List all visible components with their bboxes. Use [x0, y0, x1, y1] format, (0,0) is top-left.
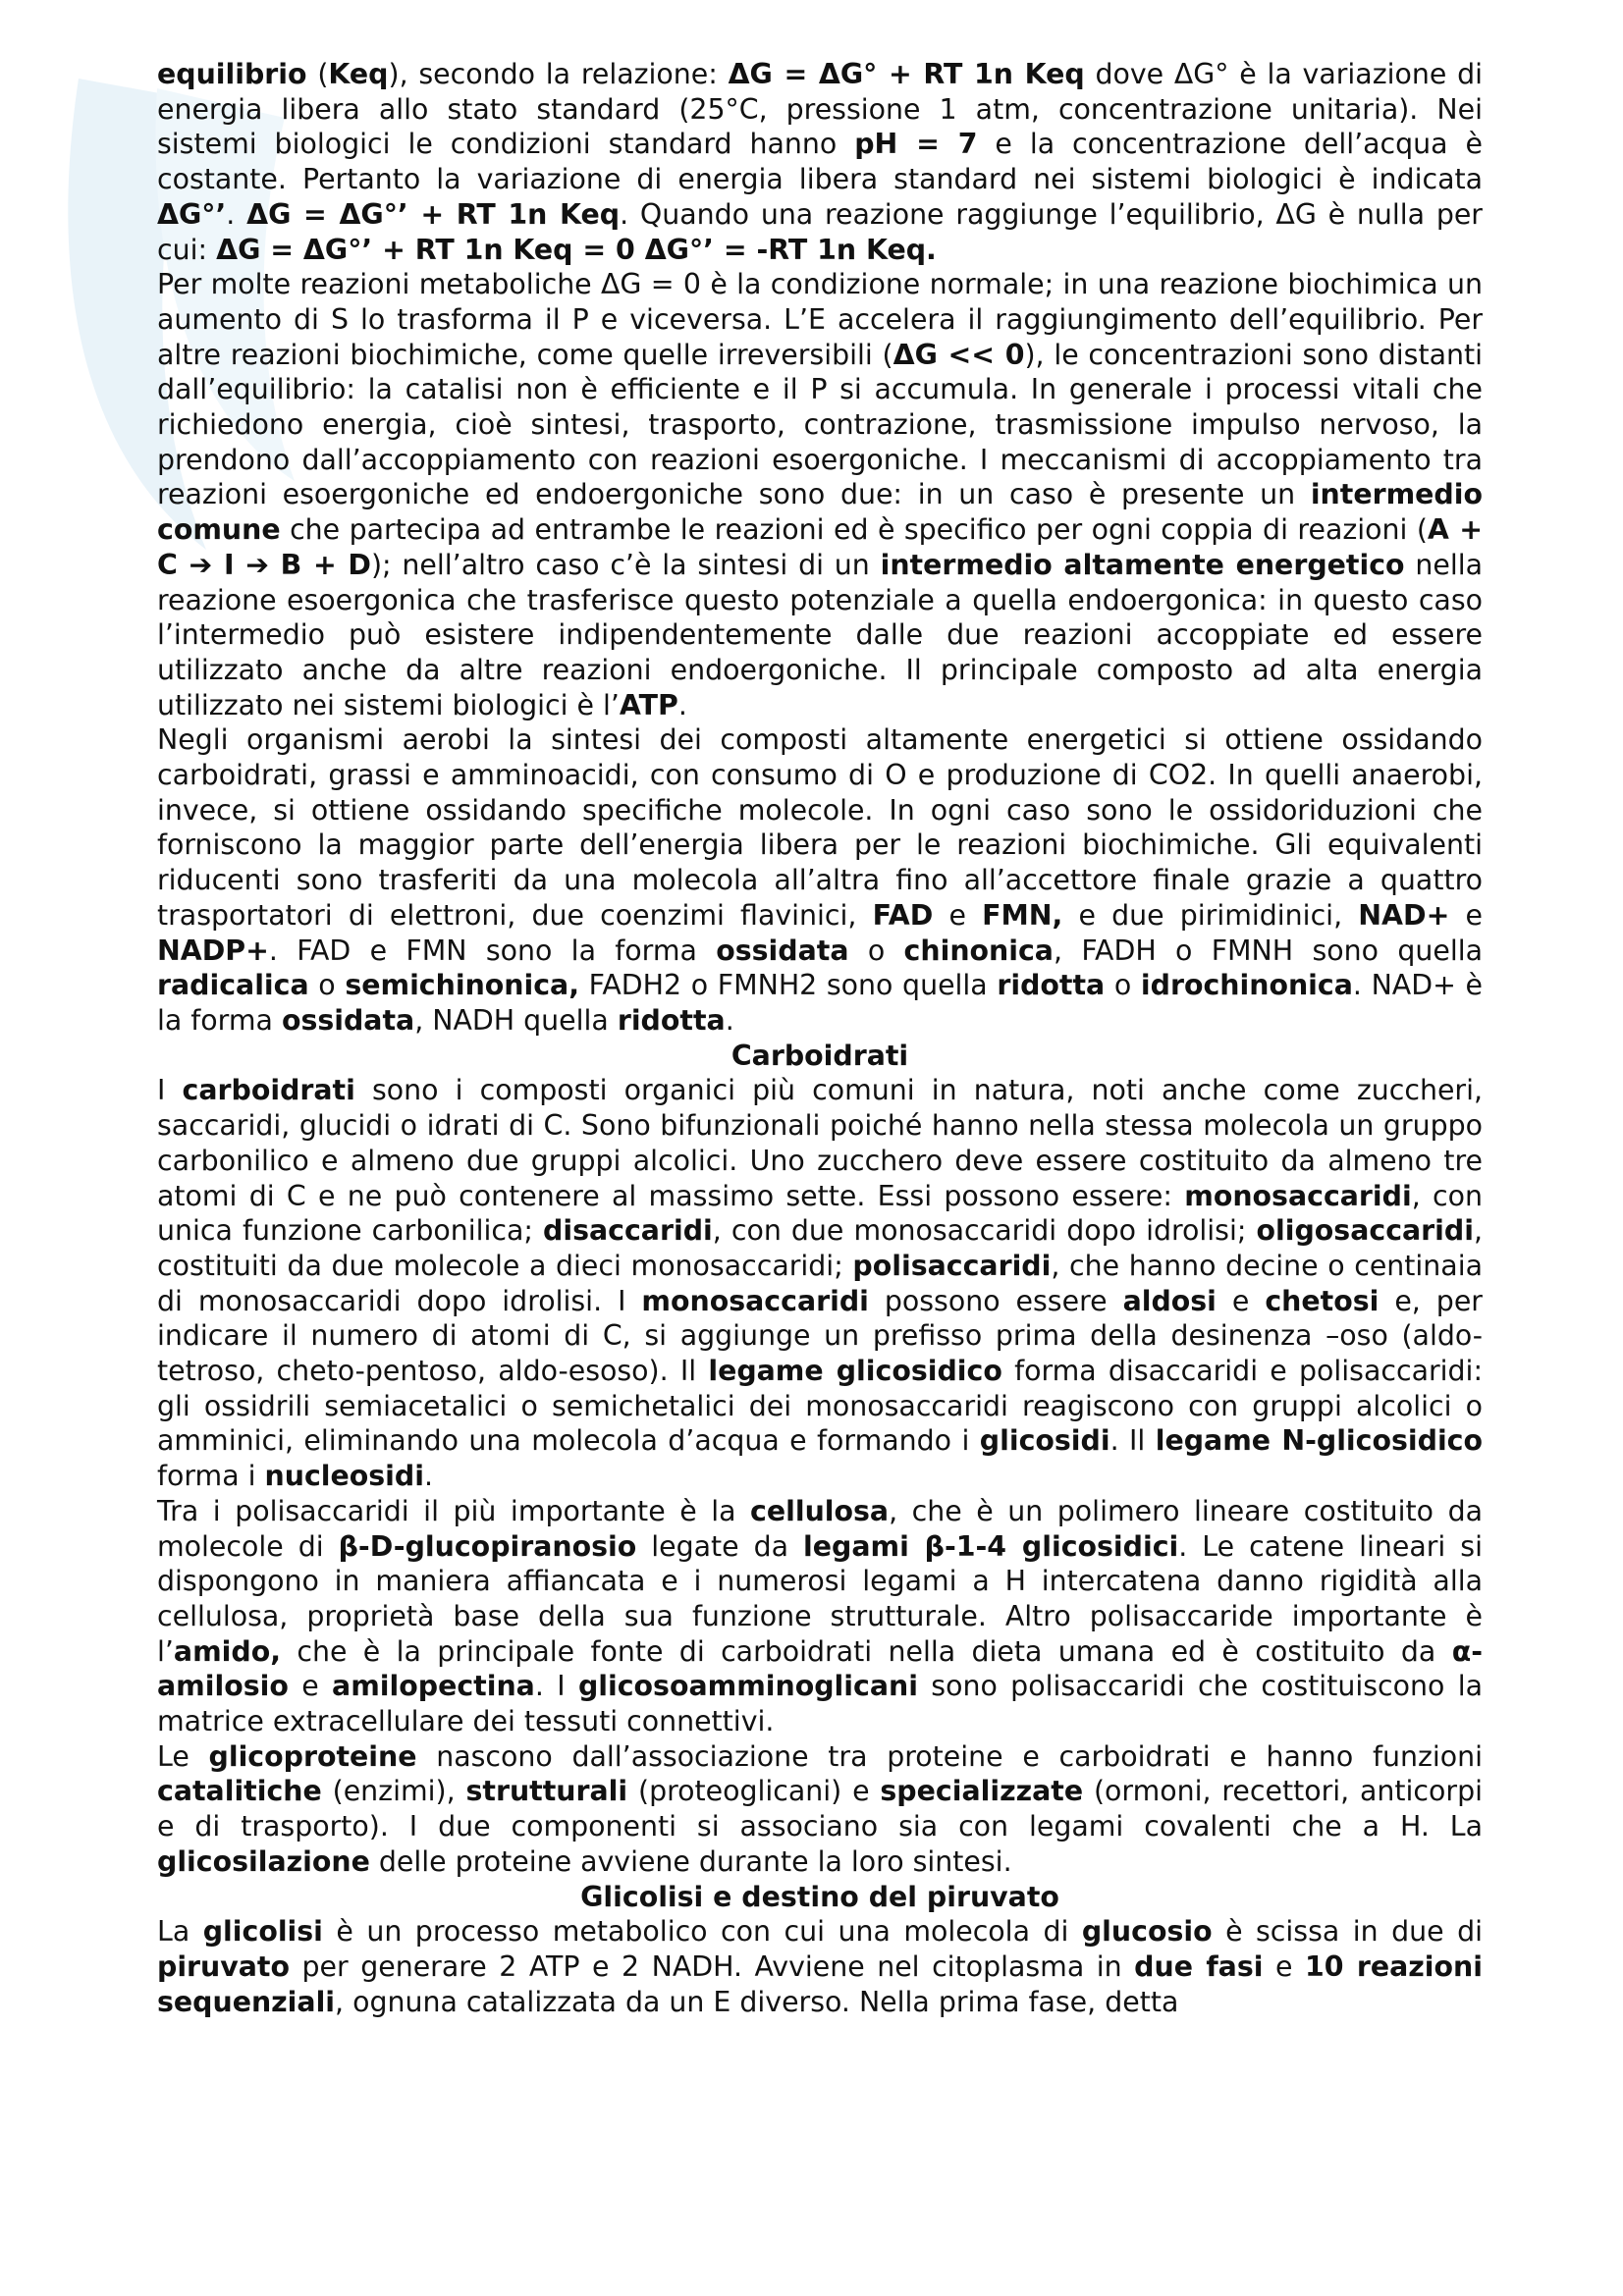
text-run: e, per indicare il numero di atomi di C, si aggiunge un prefisso prima della desinenza –oso (aldo-tetroso, cheto-pentoso, aldo-esoso). Il [157, 1284, 1483, 1388]
bold-term: ossidata [281, 1003, 415, 1037]
bold-term: polisaccaridi [852, 1249, 1052, 1282]
bold-term: nucleosidi [264, 1460, 424, 1493]
bold-term: α-amilosio [157, 1634, 1483, 1703]
bold-term: glucosio [1081, 1915, 1213, 1949]
paragraph [157, 1494, 1483, 1739]
bold-term: ΔG = ΔG°’ + RT 1n Keq [246, 197, 621, 231]
text-run: , costituiti da due molecole a dieci monosaccaridi; [157, 1214, 1484, 1282]
bold-term: catalitiche [157, 1775, 322, 1808]
text-run: La [157, 1915, 203, 1949]
text-run: e la concentrazione dell’acqua è costante. Pertanto la variazione di energia libera standard nei sistemi biologici è indicata [157, 128, 1483, 196]
bold-term: idrochinonica [1140, 969, 1353, 1002]
text-run: e [1216, 1284, 1266, 1317]
bold-term: amilopectina [332, 1670, 535, 1703]
bold-term: glicosoamminoglicani [577, 1670, 918, 1703]
text-run: nascono dall’associazione tra proteine e carboidrati e hanno funzioni [416, 1739, 1483, 1773]
bold-term: ridotta [617, 1003, 726, 1037]
bold-term: glicosilazione [157, 1844, 370, 1878]
text-run: . I [534, 1670, 578, 1703]
text-run: , che è un polimero lineare costituito da molecole di [157, 1494, 1483, 1563]
text-run: sono polisaccaridi che costituiscono la matrice extracellulare dei tessuti connettivi. [157, 1670, 1483, 1738]
text-run: . [423, 1460, 433, 1493]
bold-term: ΔG = ΔG°’ + RT 1n Keq = 0 ΔG°’ = -RT 1n Keq. [216, 233, 937, 266]
text-run: , con unica funzione carbonilica; [157, 1179, 1483, 1248]
text-run: ), secondo la relazione: [388, 58, 729, 90]
paragraph [157, 1739, 1483, 1880]
text-run: nella reazione esoergonica che trasferisce questo potenziale a quella endoergonica: in questo caso l’intermedio può esistere indipendentemente dalle due reazioni accoppiate ed essere utilizzato anche da altre reazioni endoergoniche. Il principale composto ad alta energia utilizzato nei sistemi biologici è l’ [157, 548, 1483, 721]
text-run: Negli organismi aerobi la sintesi dei composti altamente energetici si ottiene ossidando carboidrati, grassi e amminoacidi, con consumo di O e produzione di CO2. In quelli anaerobi, invece, si ottiene ossidando specifiche molecole. In ogni caso sono le ossidoriduzioni che forniscono la maggior parte dell’energia libera per le reazioni biochimiche. Gli equivalenti riducenti sono trasferiti da una molecola all’altra fino all’accettore finale grazie a quattro trasportatori di elettroni, due coenzimi flavinici, [157, 723, 1483, 932]
bold-term: pH = 7 [854, 128, 978, 161]
text-run: . Il [1109, 1424, 1156, 1458]
bold-term: due fasi [1134, 1949, 1264, 1983]
paragraph [157, 267, 1483, 722]
bold-term: intermedio altamente energetico [880, 548, 1405, 581]
bold-term: cellulosa [750, 1494, 890, 1527]
document-body [157, 57, 1483, 2019]
text-run: dove ΔG° è la variazione di energia libera allo stato standard (25°C, pressione 1 atm, concentrazione unitaria). Nei sistemi biologici le condizioni standard hanno [157, 58, 1484, 161]
bold-term: Keq [328, 58, 389, 90]
bold-term: ATP [619, 688, 678, 721]
text-run: . [226, 197, 247, 231]
bold-term: legame N-glicosidico [1155, 1424, 1484, 1458]
text-run: . [725, 1003, 734, 1037]
bold-term: monosaccaridi [1184, 1179, 1412, 1212]
bold-term: FAD [872, 898, 934, 932]
text-run: ); nell’altro caso c’è la sintesi di un [370, 548, 881, 581]
text-run: che partecipa ad entrambe le reazioni ed è specifico per ogni coppia di reazioni ( [280, 513, 1428, 547]
text-run: . NAD+ è la forma [157, 969, 1483, 1037]
paragraph [157, 1914, 1483, 2019]
text-run: è scissa in due di [1212, 1915, 1483, 1949]
text-run: forma i [157, 1460, 265, 1493]
text-run: sono i composti organici più comuni in natura, noti anche come zuccheri, saccaridi, glucidi o idrati di C. Sono bifunzionali poiché hanno nella stessa molecola un gruppo carbonilico e almeno due gruppi alcolici. Uno zucchero deve essere costituito da almeno tre atomi di C e ne può contenere al massimo sette. Essi possono essere: [157, 1074, 1483, 1212]
text-run: Le [157, 1739, 209, 1773]
text-run: . Quando una reazione raggiunge l’equilibrio, ΔG è nulla per cui: [157, 197, 1483, 266]
text-run: . FAD e FMN sono la forma [268, 934, 717, 967]
bold-term: amido, [173, 1634, 282, 1668]
text-run: ( [306, 58, 329, 90]
section-heading: Carboidrati [730, 1039, 909, 1072]
paragraph [157, 1073, 1483, 1493]
bold-term: ossidata [716, 934, 849, 967]
text-run: e due pirimidinici, [1062, 898, 1359, 932]
bold-term: disaccaridi [543, 1214, 713, 1248]
bold-term: β-D-glucopiranosio [338, 1529, 637, 1563]
bold-term: radicalica [157, 969, 309, 1002]
text-run: . [677, 688, 687, 721]
text-run: è un processo metabolico con cui una molecola di [322, 1915, 1082, 1949]
bold-term: strutturali [465, 1775, 628, 1808]
text-run: legate da [636, 1529, 804, 1563]
bold-term: piruvato [157, 1949, 291, 1983]
paragraph [157, 722, 1483, 1038]
text-run: , con due monosaccaridi dopo idrolisi; [712, 1214, 1257, 1248]
bold-term: ΔG = ΔG° + RT 1n Keq [728, 58, 1085, 90]
bold-term: aldosi [1122, 1284, 1217, 1317]
text-run: , FADH o FMNH sono quella [1053, 934, 1483, 967]
bold-term: NAD+ [1358, 898, 1450, 932]
text-run: (enzimi), [321, 1775, 466, 1808]
text-run: , che hanno decine o centinaia di monosaccaridi dopo idrolisi. I [157, 1249, 1483, 1317]
bold-term: chinonica [903, 934, 1054, 967]
text-run: I [157, 1074, 183, 1107]
bold-term: NADP+ [157, 934, 269, 967]
text-run: e [933, 898, 983, 932]
bold-term: glicoproteine [208, 1739, 417, 1773]
text-run: possono essere [868, 1284, 1123, 1317]
bold-term: glicosidi [979, 1424, 1110, 1458]
bold-term: legame glicosidico [708, 1355, 1002, 1388]
text-run: , NADH quella [414, 1003, 618, 1037]
text-run: e [1263, 1949, 1305, 1983]
text-run: o [1105, 969, 1141, 1002]
text-run: per generare 2 ATP e 2 NADH. Avviene nel citoplasma in [290, 1949, 1135, 1983]
bold-term: A + C ➔ I ➔ B + D [157, 513, 1483, 581]
bold-term: monosaccaridi [641, 1284, 869, 1317]
text-run: delle proteine avviene durante la loro sintesi. [369, 1844, 1012, 1878]
paragraph [157, 57, 1483, 267]
text-run: e [1449, 898, 1483, 932]
bold-term: 10 reazioni sequenziali [157, 1949, 1483, 2018]
bold-term: FMN, [982, 898, 1063, 932]
bold-term: oligosaccaridi [1256, 1214, 1474, 1248]
bold-term: equilibrio [157, 58, 307, 90]
bold-term: ΔG << 0 [893, 338, 1025, 371]
bold-term: legami β-1-4 glicosidici [803, 1529, 1179, 1563]
section-heading: Glicolisi e destino del piruvato [580, 1880, 1059, 1913]
text-run: (ormoni, recettori, anticorpi e di trasporto). I due componenti si associano sia con legami covalenti che a H. La [157, 1775, 1483, 1843]
text-run: FADH2 o FMNH2 sono quella [579, 969, 998, 1002]
text-run: che è la principale fonte di carboidrati nella dieta umana ed è costituito da [281, 1634, 1452, 1668]
text-run: forma disaccaridi e polisaccaridi: gli ossidrili semiacetalici o semichetalici dei monosaccaridi reagiscono con gruppi alcolici o amminici, eliminando una molecola d’acqua e formando i [157, 1355, 1484, 1458]
text-run: o [308, 969, 346, 1002]
bold-term: ΔG°’ [157, 197, 227, 231]
bold-term: carboidrati [182, 1074, 355, 1107]
text-run: (proteoglicani) e [627, 1775, 881, 1808]
text-run: e [288, 1670, 333, 1703]
text-run: , ognuna catalizzata da un E diverso. Nella prima fase, detta [335, 1985, 1179, 2018]
text-run: o [848, 934, 904, 967]
bold-term: specializzate [880, 1775, 1084, 1808]
bold-term: semichinonica, [345, 969, 580, 1002]
bold-term: chetosi [1265, 1284, 1380, 1317]
bold-term: intermedio comune [157, 478, 1483, 547]
text-run: Per molte reazioni metaboliche ΔG = 0 è la condizione normale; in una reazione biochimica un aumento di S lo trasforma il P e viceversa. L’E accelera il raggiungimento dell’equilibrio. Per altre reazioni biochimiche, come quelle irreversibili ( [157, 268, 1483, 371]
text-run: . Le catene lineari si dispongono in maniera affiancata e i numerosi legami a H intercatena danno rigidità alla cellulosa, proprietà base della sua funzione strutturale. Altro polisaccaride importante è l’ [157, 1529, 1483, 1668]
bold-term: ridotta [997, 969, 1106, 1002]
text-run: ), le concentrazioni sono distanti dall’equilibrio: la catalisi non è efficiente e il P si accumula. In generale i processi vitali che richiedono energia, cioè sintesi, trasporto, contrazione, trasmissione impulso nervoso, la prendono dall’accoppiamento con reazioni esoergoniche. I meccanismi di accoppiamento tra reazioni esoergoniche ed endoergoniche sono due: in un caso è presente un [157, 338, 1484, 511]
text-run: Tra i polisaccaridi il più importante è la [157, 1494, 751, 1527]
bold-term: glicolisi [202, 1915, 323, 1949]
